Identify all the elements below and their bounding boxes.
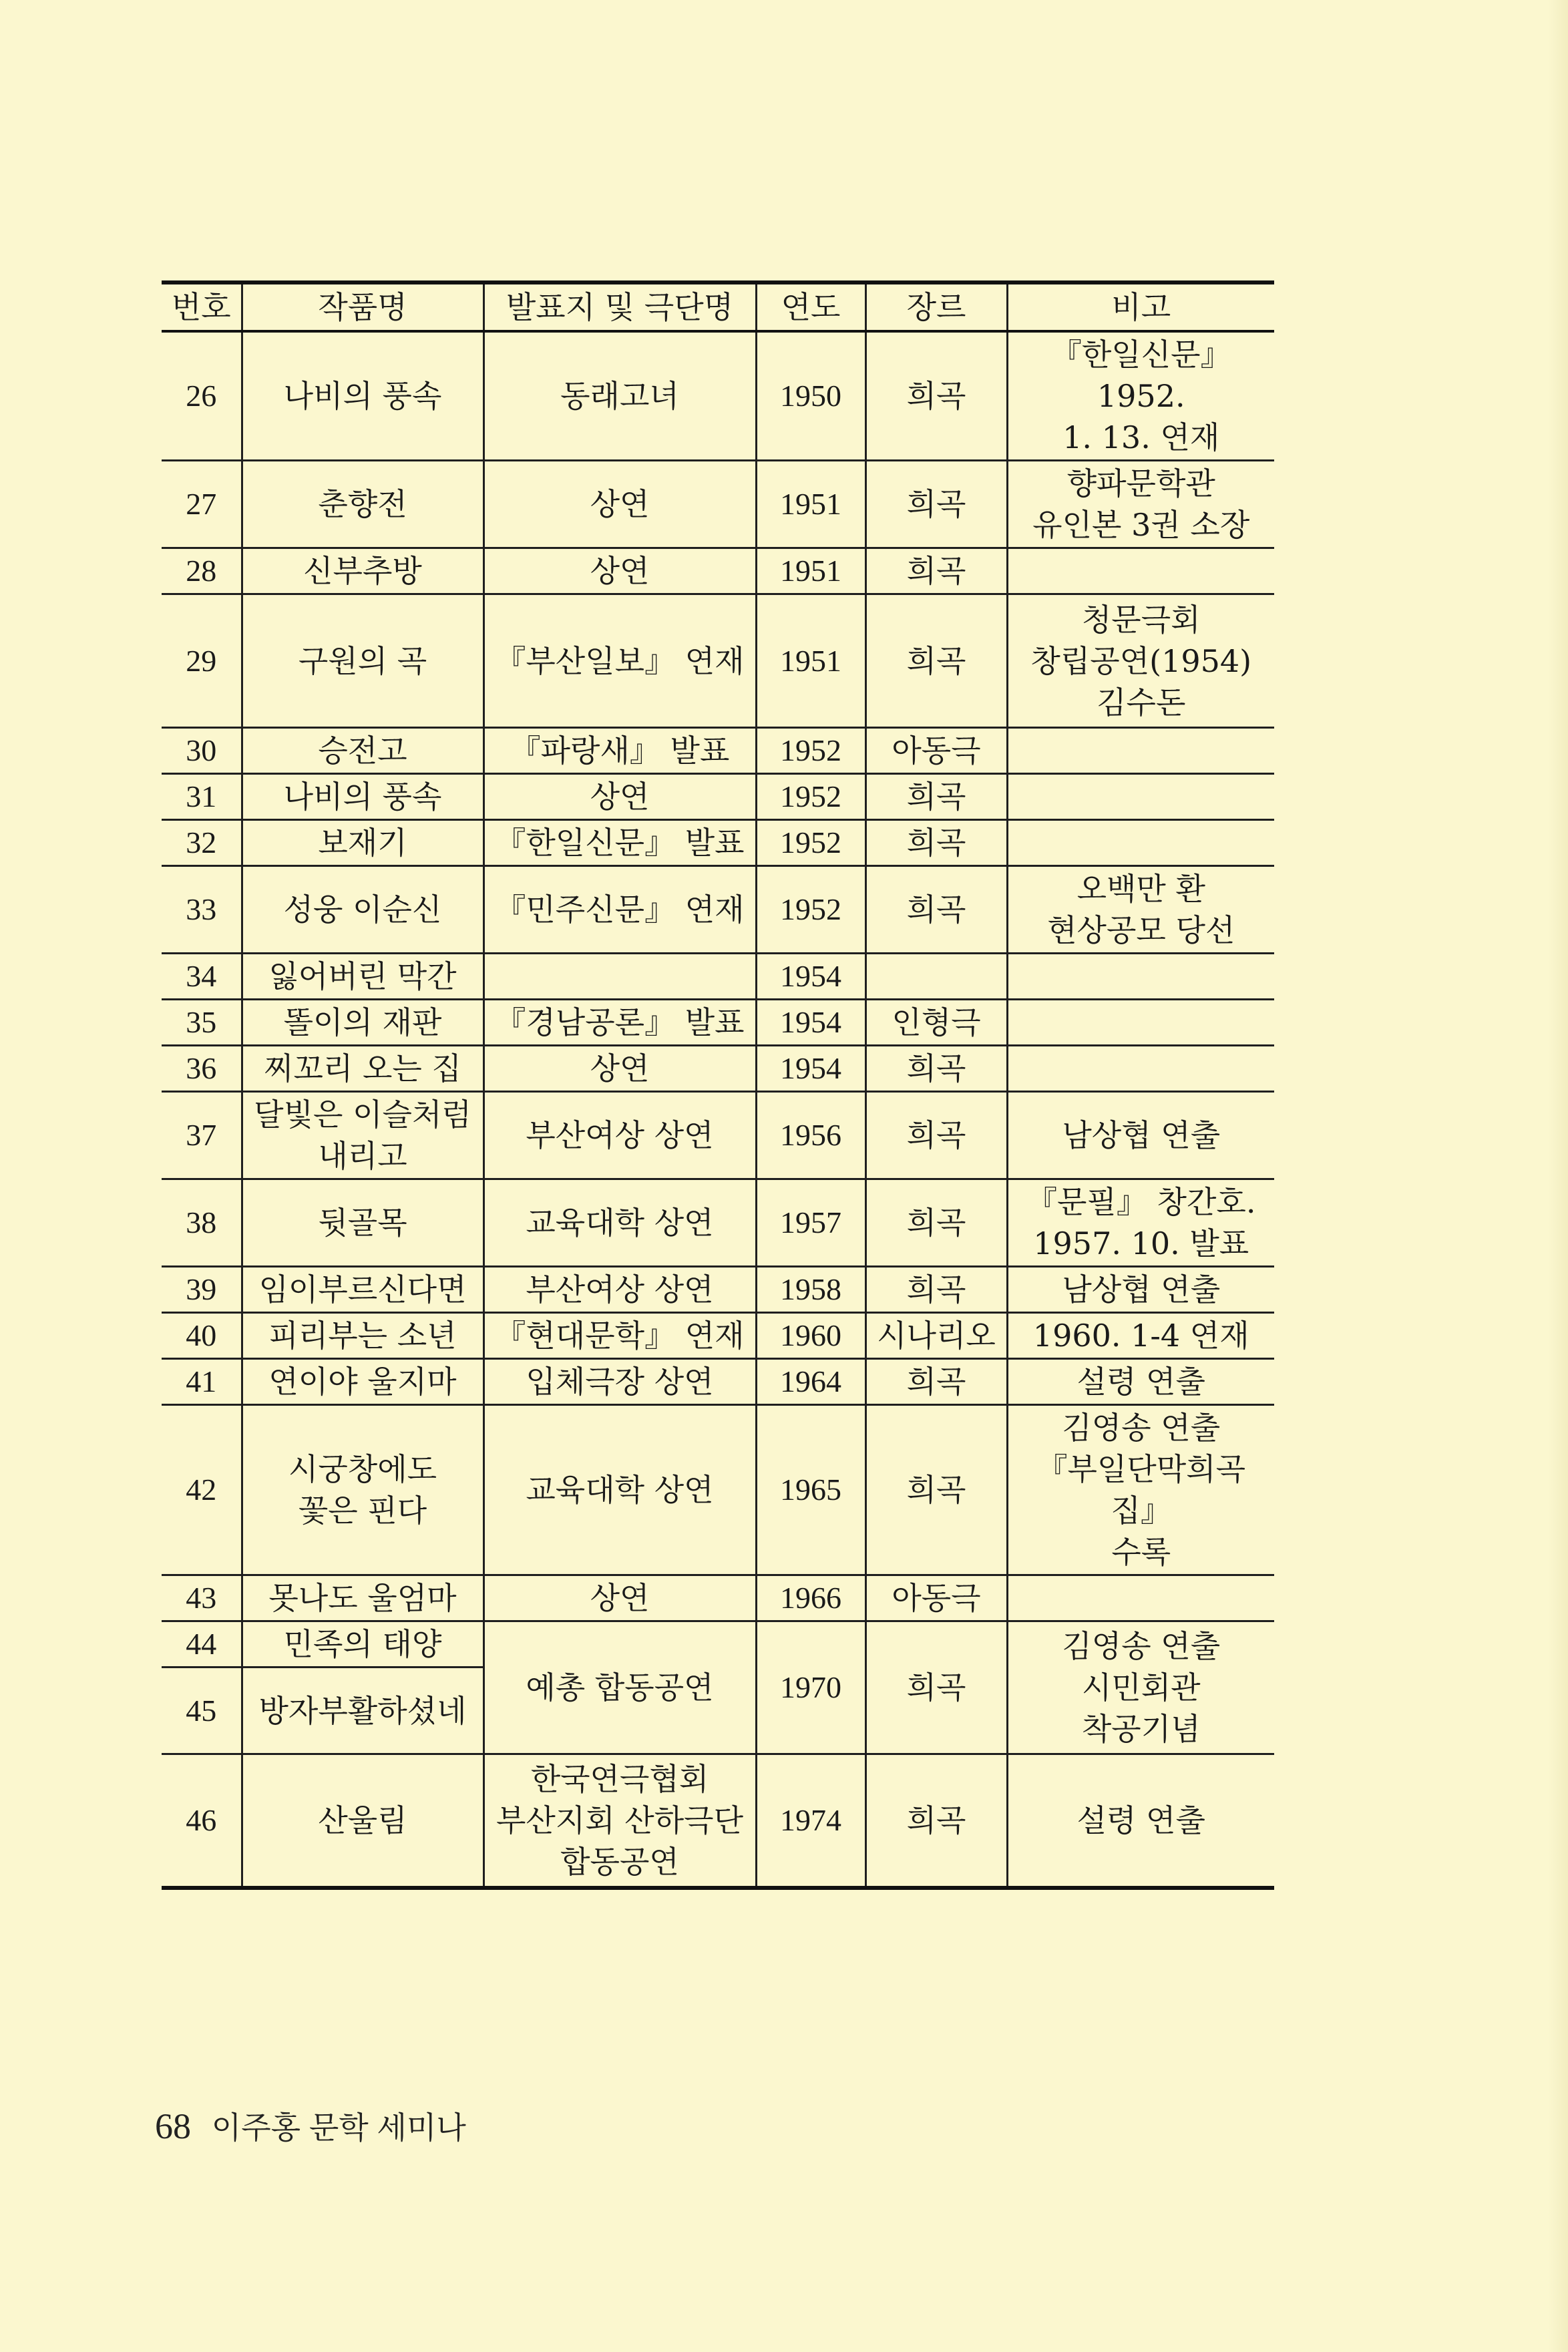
- row-venue: 부산여상 상연: [483, 1267, 756, 1313]
- row-venue: 상연: [483, 1575, 756, 1621]
- row-note: [1007, 1575, 1274, 1621]
- row-genre: 희곡: [865, 1092, 1007, 1179]
- table-row: [162, 548, 1274, 594]
- row-number: 35: [162, 1000, 242, 1046]
- row-venue: 『한일신문』 발표: [483, 820, 756, 866]
- row-title: 똘이의 재판: [242, 1000, 483, 1046]
- row-title: 춘향전: [242, 461, 483, 548]
- header-note: 비고: [1007, 282, 1274, 331]
- row-number: 45: [162, 1668, 242, 1754]
- table-row: [162, 1621, 1274, 1668]
- row-note: 김영송 연출 시민회관 착공기념: [1007, 1621, 1274, 1754]
- row-note: [1007, 728, 1274, 774]
- row-number: 31: [162, 774, 242, 820]
- row-number: 30: [162, 728, 242, 774]
- row-note: 1960. 1-4 연재: [1007, 1313, 1274, 1359]
- row-year: 1970: [756, 1621, 865, 1754]
- row-title: 구원의 곡: [242, 594, 483, 728]
- row-note: [1007, 954, 1274, 1000]
- table-row: [162, 1267, 1274, 1313]
- row-genre: 희곡: [865, 1046, 1007, 1092]
- row-number: 33: [162, 866, 242, 954]
- row-genre: 아동극: [865, 728, 1007, 774]
- table-header-row: [162, 282, 1274, 331]
- row-venue: 예총 합동공연: [483, 1621, 756, 1754]
- row-year: 1951: [756, 461, 865, 548]
- row-genre: 희곡: [865, 331, 1007, 461]
- row-genre: 희곡: [865, 1179, 1007, 1267]
- row-number: 32: [162, 820, 242, 866]
- row-year: 1960: [756, 1313, 865, 1359]
- row-year: 1965: [756, 1405, 865, 1575]
- row-note: 향파문학관 유인본 3권 소장: [1007, 461, 1274, 548]
- row-year: 1954: [756, 1000, 865, 1046]
- row-title: 찌꼬리 오는 집: [242, 1046, 483, 1092]
- table-row: [162, 728, 1274, 774]
- header-title: 작품명: [242, 282, 483, 331]
- row-note: [1007, 548, 1274, 594]
- row-venue: 입체극장 상연: [483, 1359, 756, 1405]
- table-body: [162, 331, 1274, 1888]
- table-row: [162, 774, 1274, 820]
- row-title: 나비의 풍속: [242, 774, 483, 820]
- row-title: 달빛은 이슬처럼 내리고: [242, 1092, 483, 1179]
- row-title: 승전고: [242, 728, 483, 774]
- row-note: 청문극회 창립공연(1954) 김수돈: [1007, 594, 1274, 728]
- row-title: 시궁창에도 꽃은 핀다: [242, 1405, 483, 1575]
- row-title: 잃어버린 막간: [242, 954, 483, 1000]
- row-note: 『한일신문』1952. 1. 13. 연재: [1007, 331, 1274, 461]
- row-note: 오백만 환 현상공모 당선: [1007, 866, 1274, 954]
- table-row: [162, 1046, 1274, 1092]
- header-number: 번호: [162, 282, 242, 331]
- row-number: 40: [162, 1313, 242, 1359]
- row-number: 42: [162, 1405, 242, 1575]
- row-number: 46: [162, 1754, 242, 1888]
- row-venue: 『경남공론』 발표: [483, 1000, 756, 1046]
- row-genre: 희곡: [865, 1754, 1007, 1888]
- row-genre: [865, 954, 1007, 1000]
- page-edge: [1548, 0, 1568, 2352]
- row-year: 1952: [756, 866, 865, 954]
- row-venue: 상연: [483, 774, 756, 820]
- row-number: 26: [162, 331, 242, 461]
- row-genre: 희곡: [865, 1621, 1007, 1754]
- table-row: [162, 1359, 1274, 1405]
- row-genre: 희곡: [865, 774, 1007, 820]
- row-note: [1007, 774, 1274, 820]
- page-footer: [155, 2104, 466, 2148]
- row-number: 29: [162, 594, 242, 728]
- table-row: [162, 1000, 1274, 1046]
- row-genre: 희곡: [865, 1267, 1007, 1313]
- header-genre: 장르: [865, 282, 1007, 331]
- row-title: 산울림: [242, 1754, 483, 1888]
- book-title: 이주홍 문학 세미나: [211, 2110, 466, 2145]
- row-note: 설령 연출: [1007, 1754, 1274, 1888]
- row-number: 41: [162, 1359, 242, 1405]
- row-number: 39: [162, 1267, 242, 1313]
- row-venue: 『부산일보』 연재: [483, 594, 756, 728]
- row-number: 38: [162, 1179, 242, 1267]
- table-row: [162, 1405, 1274, 1575]
- row-genre: 희곡: [865, 461, 1007, 548]
- row-title: 못나도 울엄마: [242, 1575, 483, 1621]
- row-number: 44: [162, 1621, 242, 1668]
- table-row: [162, 331, 1274, 461]
- row-year: 1974: [756, 1754, 865, 1888]
- header-year: 연도: [756, 282, 865, 331]
- row-year: 1957: [756, 1179, 865, 1267]
- table-row: [162, 1092, 1274, 1179]
- row-genre: 희곡: [865, 1359, 1007, 1405]
- row-number: 34: [162, 954, 242, 1000]
- row-genre: 시나리오: [865, 1313, 1007, 1359]
- row-title: 성웅 이순신: [242, 866, 483, 954]
- row-year: 1964: [756, 1359, 865, 1405]
- row-number: 27: [162, 461, 242, 548]
- row-year: 1952: [756, 774, 865, 820]
- row-title: 민족의 태양: [242, 1621, 483, 1668]
- row-genre: 희곡: [865, 1405, 1007, 1575]
- row-year: 1951: [756, 548, 865, 594]
- row-title: 신부추방: [242, 548, 483, 594]
- row-title: 보재기: [242, 820, 483, 866]
- row-venue: 『파랑새』 발표: [483, 728, 756, 774]
- row-year: 1958: [756, 1267, 865, 1313]
- row-number: 28: [162, 548, 242, 594]
- row-year: 1952: [756, 728, 865, 774]
- row-genre: 희곡: [865, 866, 1007, 954]
- row-note: [1007, 1046, 1274, 1092]
- table-row: [162, 594, 1274, 728]
- page-number: 68: [155, 2106, 191, 2146]
- row-genre: 인형극: [865, 1000, 1007, 1046]
- table-row: [162, 820, 1274, 866]
- row-year: 1956: [756, 1092, 865, 1179]
- row-year: 1954: [756, 954, 865, 1000]
- row-year: 1950: [756, 331, 865, 461]
- row-venue: 『민주신문』 연재: [483, 866, 756, 954]
- row-title: 피리부는 소년: [242, 1313, 483, 1359]
- row-year: 1954: [756, 1046, 865, 1092]
- row-number: 36: [162, 1046, 242, 1092]
- row-note: 김영송 연출 『부일단막희곡집』 수록: [1007, 1405, 1274, 1575]
- row-title: 임이부르신다면: [242, 1267, 483, 1313]
- row-genre: 희곡: [865, 548, 1007, 594]
- table-row: [162, 1754, 1274, 1888]
- table-row: [162, 1313, 1274, 1359]
- table-row: [162, 461, 1274, 548]
- table-row: [162, 954, 1274, 1000]
- row-title: 뒷골목: [242, 1179, 483, 1267]
- table-row: [162, 1179, 1274, 1267]
- row-venue: 상연: [483, 461, 756, 548]
- row-genre: 희곡: [865, 594, 1007, 728]
- row-venue: 부산여상 상연: [483, 1092, 756, 1179]
- row-note: 남상협 연출: [1007, 1092, 1274, 1179]
- row-year: 1966: [756, 1575, 865, 1621]
- row-note: [1007, 820, 1274, 866]
- row-title: 나비의 풍속: [242, 331, 483, 461]
- row-venue: 상연: [483, 548, 756, 594]
- header-venue: 발표지 및 극단명: [483, 282, 756, 331]
- row-year: 1951: [756, 594, 865, 728]
- table-row: [162, 866, 1274, 954]
- row-venue: 한국연극협회 부산지회 산하극단 합동공연: [483, 1754, 756, 1888]
- row-venue: 교육대학 상연: [483, 1405, 756, 1575]
- row-number: 37: [162, 1092, 242, 1179]
- row-venue: [483, 954, 756, 1000]
- row-venue: 『현대문학』 연재: [483, 1313, 756, 1359]
- row-venue: 동래고녀: [483, 331, 756, 461]
- row-note: 남상협 연출: [1007, 1267, 1274, 1313]
- row-venue: 상연: [483, 1046, 756, 1092]
- row-genre: 아동극: [865, 1575, 1007, 1621]
- row-genre: 희곡: [865, 820, 1007, 866]
- row-year: 1952: [756, 820, 865, 866]
- row-note: 설령 연출: [1007, 1359, 1274, 1405]
- row-title: 방자부활하셨네: [242, 1668, 483, 1754]
- row-venue: 교육대학 상연: [483, 1179, 756, 1267]
- row-note: 『문필』 창간호. 1957. 10. 발표: [1007, 1179, 1274, 1267]
- row-note: [1007, 1000, 1274, 1046]
- row-number: 43: [162, 1575, 242, 1621]
- works-table: [162, 280, 1274, 1890]
- row-title: 연이야 울지마: [242, 1359, 483, 1405]
- table-row: [162, 1575, 1274, 1621]
